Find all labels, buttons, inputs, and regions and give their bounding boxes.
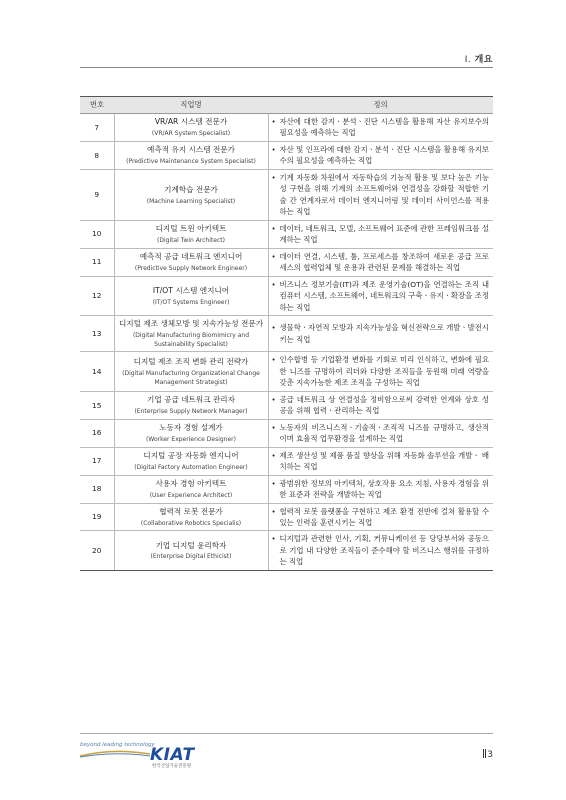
bullet-icon: • [271,395,276,404]
definition-cell [268,169,493,220]
job-name-english: (Enterprise Digital Ethicist) [150,553,232,561]
bullet-icon: • [271,356,276,365]
job-name-english: (Worker Experience Designer) [146,435,236,443]
job-name-korean: 협력적 로봇 전문가 [159,506,223,516]
job-name-english: (Predictive Maintenance System Specialist) [126,158,256,166]
bullet-icon: • [271,324,276,333]
footer-rule [80,733,493,734]
row-number: 20 [80,531,114,570]
logo-tagline: beyond leading technology [80,742,155,748]
definition-cell [268,276,493,315]
table-row [80,419,493,447]
job-name-cell [114,141,268,169]
bullet-icon: • [271,535,276,544]
definition-cell [268,475,493,503]
logo-subtitle: 한국산업기술진흥원 [152,764,192,769]
job-name-english: (Collaborative Robotics Specialis) [140,519,242,527]
job-name-english: (Digital Twin Architect) [157,236,225,244]
job-name-english: (IT/OT Systems Engineer) [152,298,230,306]
job-name-english: (Digital Manufacturing Organizational Change Management Strategist) [122,369,260,386]
bullet-icon: • [271,145,276,154]
definition-cell [268,352,493,391]
definition-cell [268,316,493,352]
job-name-cell [114,352,268,391]
logo-swoosh-icon [80,750,150,758]
table-header-row [80,97,493,114]
job-name-korean: 사용자 경험 아키텍트 [155,479,227,489]
job-name-korean: 노동자 경험 설계가 [159,423,223,433]
header-rule [80,67,493,68]
job-name-english: (Predictive Supply Network Engineer) [134,264,248,272]
bullet-icon: • [271,280,276,289]
job-name-cell [114,248,268,276]
definition-text: 비즈니스 정보기술(IT)과 제조 운영기술(OT)을 연결하는 조직 내 컴퓨터 시스템, 소프트웨어, 네트워크의 구축ㆍ유지ㆍ확장을 조정하는 직업 [279,279,489,312]
table-row [80,447,493,475]
job-name-korean: 디지털 공장 자동화 엔지니어 [143,451,239,461]
definition-cell [268,391,493,419]
job-name-cell [114,220,268,248]
job-name-cell [114,531,268,570]
job-name-korean: 예측적 유지 시스템 전문가 [147,145,235,155]
job-name-cell [114,276,268,315]
definition-text: 생물학ㆍ자연적 모방과 지속가능성을 혁신전략으로 개발ㆍ발전시키는 직업 [279,323,489,344]
job-name-english: (Machine Learning Specialist) [146,197,236,205]
job-name-korean: 예측적 공급 네트워크 엔지니어 [139,252,243,262]
definition-cell [268,248,493,276]
table-row [80,316,493,352]
table-row [80,114,493,142]
column-header-number: 번호 [80,97,114,114]
row-number: 12 [80,276,114,315]
bullet-icon: • [271,507,276,516]
bullet-icon: • [271,423,276,432]
job-name-cell [114,169,268,220]
table-row [80,503,493,531]
row-number: 15 [80,391,114,419]
job-name-korean: 디지털 제조 생체모방 및 지속가능성 전문가 [118,319,264,329]
bullet-icon: • [271,451,276,460]
job-name-korean: VR/AR 시스템 전문가 [154,117,228,127]
job-name-cell [114,316,268,352]
definition-text: 데이터 연결, 시스템, 툴, 프로세스를 창조하여 새로운 공급 프로세스의 협력업체 및 운용과 관련된 문제를 해결하는 직업 [279,251,489,273]
section-title: 개요 [474,55,493,65]
section-header [465,52,493,65]
column-header-job-name: 직업명 [114,97,268,114]
job-name-korean: IT/OT 시스템 엔지니어 [152,285,230,295]
table-row [80,352,493,391]
bullet-icon: • [271,118,276,126]
job-name-korean: 기계학습 전문가 [164,184,218,194]
row-number: 9 [80,169,114,220]
job-name-english: (Enterprise Supply Network Manager) [134,408,248,415]
job-name-cell [114,447,268,475]
definition-text: 데이터, 네트워크, 모델, 소프트웨어 표준에 관한 프레임워크를 설계하는 직업 [279,223,489,245]
bullet-icon: • [271,479,276,488]
page-number: 3 [483,749,493,760]
job-name-english: (VR/AR System Specialist) [151,130,231,138]
row-number: 16 [80,419,114,447]
definition-text: 노동자의 비즈니스적ㆍ기술적ㆍ조직적 니즈를 규명하고, 생산적이며 효율적 업무환경을 설계하는 직업 [279,422,489,444]
row-number: 11 [80,248,114,276]
definition-text: 디지털과 관련한 인사, 기획, 커뮤니케이션 등 당당부서와 공동으로 기업 내 다양한 조직들이 준수해야 할 비즈니스 행위를 규정하는 직업 [279,534,489,567]
definition-cell [268,220,493,248]
table-row [80,220,493,248]
row-number: 18 [80,475,114,503]
job-name-cell [114,391,268,419]
definition-cell [268,503,493,531]
table-row [80,141,493,169]
table-row [80,248,493,276]
definition-text: 기계 자동화 차원에서 자동학습의 기능적 활용 및 보다 높은 기능성 구현을 위해 기계의 소프트웨어와 연결성을 강화할 적합한 기술 간 연계자로서 데이터 엔지니어링 및 데이터 사이언스를 적용하는 직업 [279,172,489,217]
table-row [80,531,493,570]
job-name-korean: 기업 공급 네트워크 관리자 [147,395,235,405]
table-row [80,276,493,315]
definition-text: 인수합병 등 기업환경 변화를 기회로 미리 인식하고, 변화에 필요한 니즈를 규명하여 리더와 다양한 조직들을 동원해 미래 역량을 갖춘 지속가능한 제조 조직을 구성하는 직업 [279,355,489,388]
table-row [80,475,493,503]
table-row [80,391,493,419]
job-name-korean: 디지털 트윈 아키텍트 [155,224,227,234]
row-number: 19 [80,503,114,531]
row-number: 7 [80,114,114,142]
definition-text: 자산 및 인프라에 대한 감지ㆍ분석ㆍ진단 시스템을 활용해 유지보수의 필요성을 예측하는 직업 [279,144,489,166]
bullet-icon: • [271,252,276,261]
definition-text: 공급 네트워크 상 연결성을 정비함으로써 강력한 연계와 상호 성공을 위해 협력ㆍ관리하는 직업 [279,394,489,416]
column-header-definition: 정의 [268,97,493,114]
bullet-icon: • [271,173,276,182]
definition-cell [268,114,493,142]
bullet-icon: • [271,224,276,233]
job-name-cell [114,114,268,142]
job-name-korean: 디지털 제조 조직 변화 관리 전략가 [133,356,249,366]
definition-cell [268,447,493,475]
definition-cell [268,141,493,169]
row-number: 8 [80,141,114,169]
definition-text: 자산에 대한 감지ㆍ분석ㆍ진단 시스템을 활용해 자산 유지보수의 필요성을 예측하는 직업 [279,117,489,138]
row-number: 14 [80,352,114,391]
job-name-cell [114,503,268,531]
job-name-korean: 기업 디지털 윤리학자 [155,540,227,550]
kiat-logo: KIAT [150,745,195,765]
job-name-english: (User Experience Architect) [149,491,233,499]
definition-text: 협력적 로봇 플랫폼을 구현하고 제조 환경 전반에 걸쳐 활용할 수 있는 인력을 훈련시키는 직업 [279,506,489,528]
row-number: 17 [80,447,114,475]
row-number: 13 [80,316,114,352]
definition-cell [268,531,493,570]
job-name-english: (Digital Factory Automation Engineer) [134,463,248,471]
job-name-english: (Digital Manufacturing Biomimicry and Sustainability Specialist) [132,331,250,349]
definition-cell [268,419,493,447]
job-name-cell [114,475,268,503]
section-number: Ⅰ. [464,55,472,65]
definition-text: 광범위한 정보의 아키텍처, 상호작용 요소 지침, 사용자 경험을 위한 표준과 전략을 개발하는 직업 [279,478,489,500]
row-number: 10 [80,220,114,248]
table-row [80,169,493,220]
job-name-cell [114,419,268,447]
job-definition-table [80,96,493,571]
definition-text: 제조 생산성 및 제품 품질 향상을 위해 자동화 솔루션을 개발ㆍ 배치하는 직업 [279,450,489,472]
